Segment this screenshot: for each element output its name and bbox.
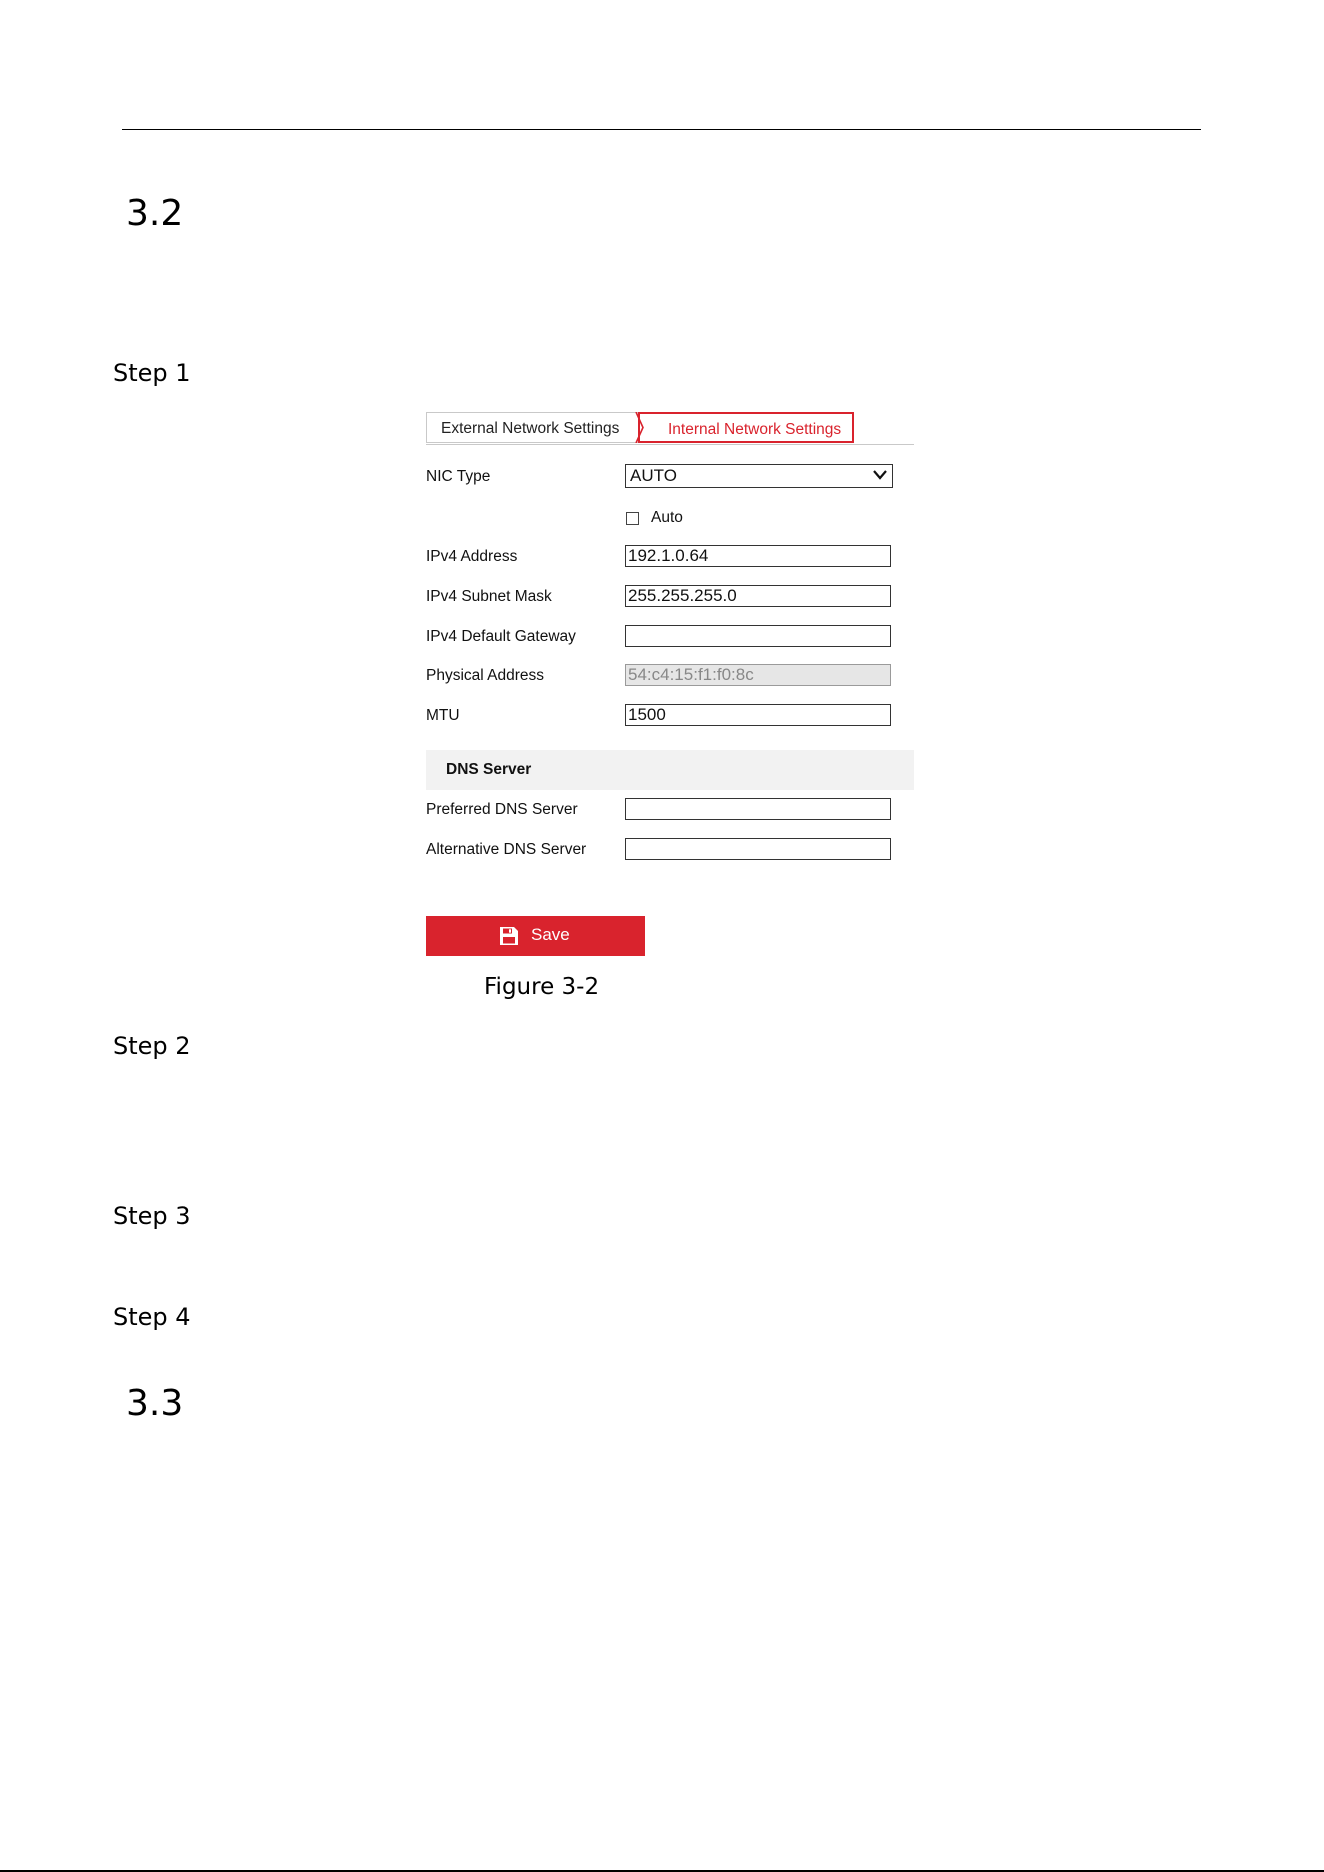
- ipv4-subnet-mask-input[interactable]: 255.255.255.0: [625, 585, 891, 607]
- auto-checkbox-row: [426, 504, 914, 532]
- ipv4-default-gateway-row: [426, 623, 914, 651]
- step-2-label: Step 2: [113, 1032, 191, 1060]
- ipv4-address-row: [426, 543, 914, 571]
- ipv4-address-input[interactable]: 192.1.0.64: [625, 545, 891, 567]
- nic-type-label: NIC Type: [426, 468, 491, 485]
- dns-server-section-header: [426, 750, 914, 790]
- tab-external-network-settings[interactable]: External Network Settings: [426, 412, 642, 443]
- save-button[interactable]: [426, 916, 645, 956]
- save-button-label: Save: [531, 925, 570, 944]
- nic-type-row: [426, 463, 914, 491]
- network-settings-figure: [426, 410, 914, 956]
- save-icon: [499, 926, 519, 946]
- chevron-down-icon: [872, 468, 888, 482]
- step-3-label: Step 3: [113, 1202, 191, 1230]
- nic-type-value: AUTO: [630, 466, 677, 485]
- ipv4-address-label: IPv4 Address: [426, 548, 518, 565]
- figure-caption: Figure 3-2: [484, 974, 600, 1000]
- alternative-dns-input[interactable]: [625, 838, 891, 860]
- step-4-label: Step 4: [113, 1303, 191, 1331]
- preferred-dns-input[interactable]: [625, 798, 891, 820]
- nic-type-select[interactable]: [625, 464, 893, 488]
- header-rule: [122, 129, 1201, 130]
- dns-server-title: DNS Server: [446, 761, 532, 778]
- physical-address-label: Physical Address: [426, 667, 545, 684]
- tab-strip: [426, 410, 914, 446]
- ipv4-default-gateway-input[interactable]: [625, 625, 891, 647]
- mtu-row: [426, 702, 914, 730]
- ipv4-default-gateway-label: IPv4 Default Gateway: [426, 628, 576, 645]
- alternative-dns-row: [426, 836, 914, 864]
- section-number-3-2: 3.2: [126, 193, 184, 234]
- step-1-label: Step 1: [113, 359, 191, 387]
- tab-arrow-icon: [634, 412, 650, 443]
- section-number-3-3: 3.3: [126, 1383, 184, 1424]
- tab-internal-network-settings[interactable]: Internal Network Settings: [638, 412, 854, 443]
- preferred-dns-row: [426, 796, 914, 824]
- physical-address-input: 54:c4:15:f1:f0:8c: [625, 664, 891, 686]
- preferred-dns-label: Preferred DNS Server: [426, 801, 578, 818]
- auto-checkbox[interactable]: [626, 512, 639, 525]
- alternative-dns-label: Alternative DNS Server: [426, 841, 587, 858]
- mtu-input[interactable]: 1500: [625, 704, 891, 726]
- auto-checkbox-label: Auto: [651, 509, 683, 526]
- ipv4-subnet-mask-row: [426, 583, 914, 611]
- mtu-label: MTU: [426, 707, 460, 724]
- ipv4-subnet-mask-label: IPv4 Subnet Mask: [426, 588, 552, 605]
- physical-address-row: [426, 662, 914, 690]
